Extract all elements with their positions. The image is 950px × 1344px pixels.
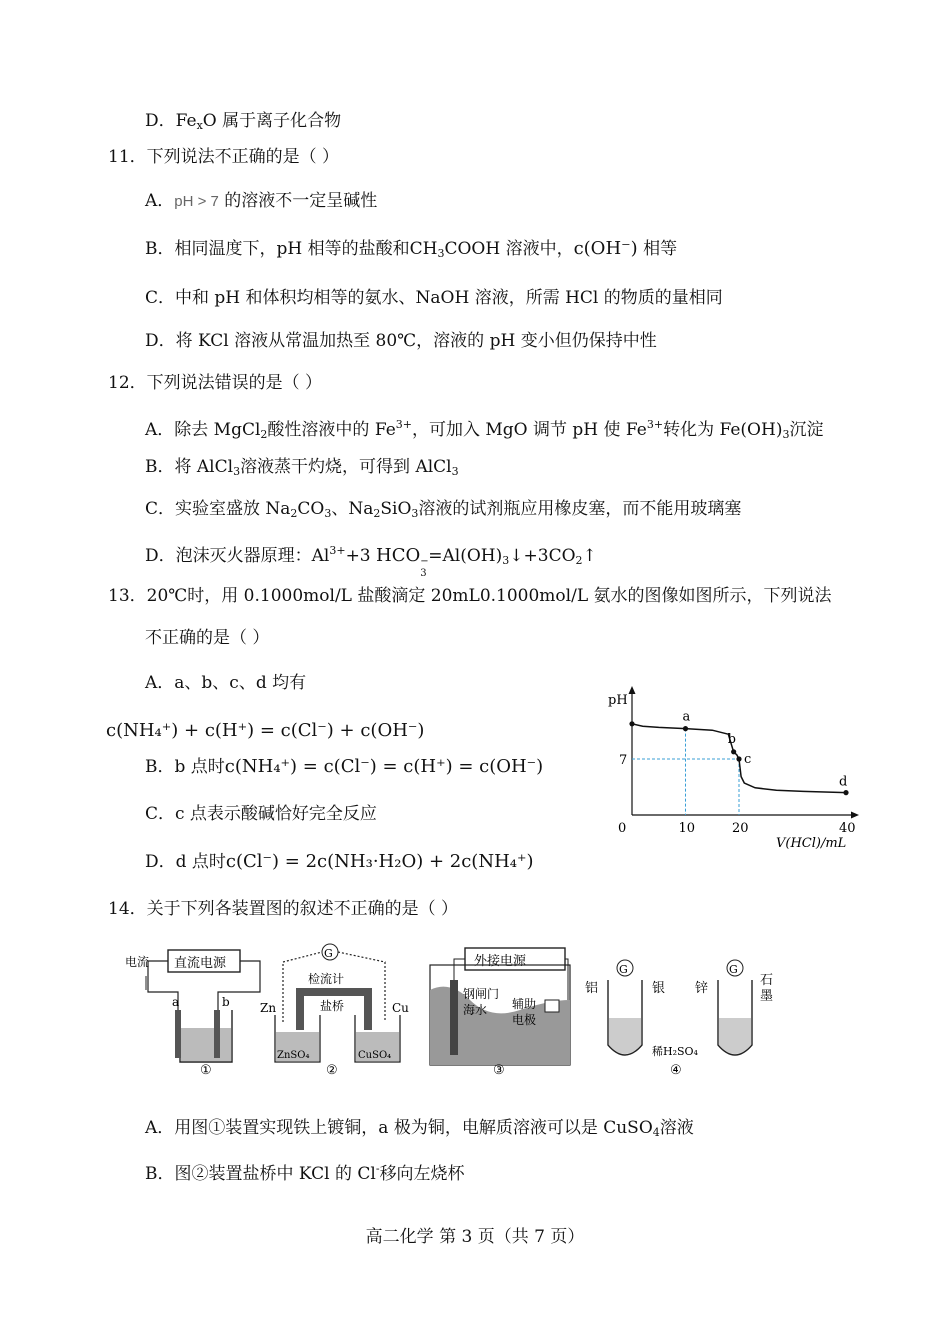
q13-stem-line2: 不正确的是（ ） xyxy=(145,628,270,648)
svg-text:稀H₂SO₄: 稀H₂SO₄ xyxy=(652,1045,698,1058)
point-b xyxy=(731,749,736,754)
q12-option-c: C．实验室盛放 $Na_2CO_3$、$Na_2SiO_3$溶液的试剂瓶应用橡皮塞，而不能用玻璃塞 xyxy=(145,499,742,520)
q11-option-b: B．相同温度下，pH 相等的盐酸和$CH_3COOH$ 溶液中，c(OH⁻) 相等 xyxy=(145,238,678,260)
x-tick-label: 10 xyxy=(678,821,696,836)
svg-text:b: b xyxy=(222,995,230,1009)
figure-4-u-tube-cells xyxy=(585,960,773,1075)
svg-text:外接电源: 外接电源 xyxy=(474,954,527,969)
svg-text:①: ① xyxy=(200,1063,212,1075)
point-c xyxy=(736,756,741,761)
figure-2-galvanic-cell xyxy=(260,944,409,1075)
q13-option-c: C．c 点表示酸碱恰好完全反应 xyxy=(145,804,377,824)
svg-text:G: G xyxy=(324,947,333,960)
x-axis-arrow xyxy=(851,812,859,819)
q14-option-b: B．图②装置盐桥中 KCl 的 Cl-移向左烧杯 xyxy=(145,1162,465,1184)
x-tick-label: 20 xyxy=(732,821,749,836)
svg-text:②: ② xyxy=(326,1063,338,1075)
current-label: 电流 xyxy=(125,955,150,969)
q12-option-d: D．泡沫灭火器原理：$Al^{3+}+3$ HCO − 3 $=Al(OH)_3↓+3CO_2↑$ xyxy=(145,544,597,579)
svg-text:石: 石 xyxy=(760,973,774,988)
figure-3-cathodic-protection xyxy=(430,948,570,1075)
x-tick-label: 0 xyxy=(618,821,627,836)
svg-text:ZnSO₄: ZnSO₄ xyxy=(277,1050,310,1061)
svg-text:辅助: 辅助 xyxy=(512,997,537,1011)
figure-1-electrolysis xyxy=(125,950,260,1075)
q12-stem: 12．下列说法错误的是（ ） xyxy=(108,373,323,393)
titration-chart xyxy=(600,680,870,860)
svg-text:钢闸门: 钢闸门 xyxy=(463,987,500,1001)
svg-text:墨: 墨 xyxy=(760,989,774,1004)
svg-text:G: G xyxy=(729,963,738,976)
q10-option-d: D．$Fe_xO$ 属于离子化合物 xyxy=(145,111,342,132)
svg-text:Cu: Cu xyxy=(392,1001,409,1015)
point-label-c: c xyxy=(744,752,752,767)
x-tick-label: 40 xyxy=(839,821,856,836)
apparatus-figures xyxy=(120,940,820,1075)
svg-text:a: a xyxy=(172,995,180,1009)
svg-text:银: 银 xyxy=(652,981,666,996)
svg-text:铝: 铝 xyxy=(585,981,599,996)
point-d xyxy=(843,790,848,795)
svg-text:盐桥: 盐桥 xyxy=(320,999,345,1013)
svg-text:海水: 海水 xyxy=(463,1003,488,1017)
point-label-b: b xyxy=(727,731,736,747)
point-label-a: a xyxy=(682,709,691,725)
x-axis-label: V(HCl)/mL xyxy=(776,836,847,851)
q13-option-b: B．b 点时c(NH₄⁺) = c(Cl⁻) = c(H⁺) = c(OH⁻) xyxy=(145,756,544,777)
svg-text:直流电源: 直流电源 xyxy=(174,956,227,971)
q13-option-a-equation: c(NH₄⁺) + c(H⁺) = c(Cl⁻) + c(OH⁻) xyxy=(106,720,425,741)
svg-text:④: ④ xyxy=(670,1063,682,1075)
q13-stem-line1: 13．20℃时，用 0.1000mol/L 盐酸滴定 20mL0.1000mol/L 氨水的图像如图所示，下列说法 xyxy=(108,586,832,606)
page-footer: 高二化学 第 3 页（共 7 页） xyxy=(365,1227,585,1247)
q12-option-a: A．除去 MgCl$_2$酸性溶液中的 $Fe^{3+}$，可加入 MgO 调节 pH 使 $Fe^{3+}$转化为 $Fe(OH)_3$沉淀 xyxy=(145,418,824,441)
q11-option-c: C．中和 pH 和体积均相等的氨水、NaOH 溶液，所需 HCl 的物质的量相同 xyxy=(145,288,723,308)
svg-text:电极: 电极 xyxy=(512,1013,537,1027)
point-label-d: d xyxy=(839,774,848,790)
y-axis-label: pH xyxy=(608,693,628,708)
svg-text:CuSO₄: CuSO₄ xyxy=(358,1050,392,1061)
q14-stem: 14．关于下列各装置图的叙述不正确的是（ ） xyxy=(108,899,459,919)
point-a xyxy=(683,726,688,731)
q13-option-a: A．a、b、c、d 均有 xyxy=(145,673,307,693)
curve-start-point xyxy=(629,721,634,726)
q11-option-a: A．pH > 7 的溶液不一定呈碱性 xyxy=(145,191,378,211)
q11-option-d: D．将 KCl 溶液从常温加热至 80℃，溶液的 pH 变小但仍保持中性 xyxy=(145,331,657,351)
y-axis-arrow xyxy=(629,686,636,694)
svg-text:检流计: 检流计 xyxy=(308,972,345,986)
q12-option-b: B．将 AlCl$_3$溶液蒸干灼烧，可得到 AlCl$_3$ xyxy=(145,457,459,478)
svg-text:Zn: Zn xyxy=(260,1001,277,1015)
svg-text:G: G xyxy=(619,963,628,976)
svg-text:③: ③ xyxy=(493,1063,505,1075)
svg-text:锌: 锌 xyxy=(695,981,709,996)
y-tick-label: 7 xyxy=(619,753,628,768)
q11-stem: 11．下列说法不正确的是（ ） xyxy=(108,147,340,167)
q14-option-a: A．用图①装置实现铁上镀铜，a 极为铜，电解质溶液可以是 CuSO$_4$溶液 xyxy=(145,1118,694,1139)
q13-option-d: D．d 点时c(Cl⁻) = 2c(NH₃·H₂O) + 2c(NH₄⁺) xyxy=(145,851,534,872)
